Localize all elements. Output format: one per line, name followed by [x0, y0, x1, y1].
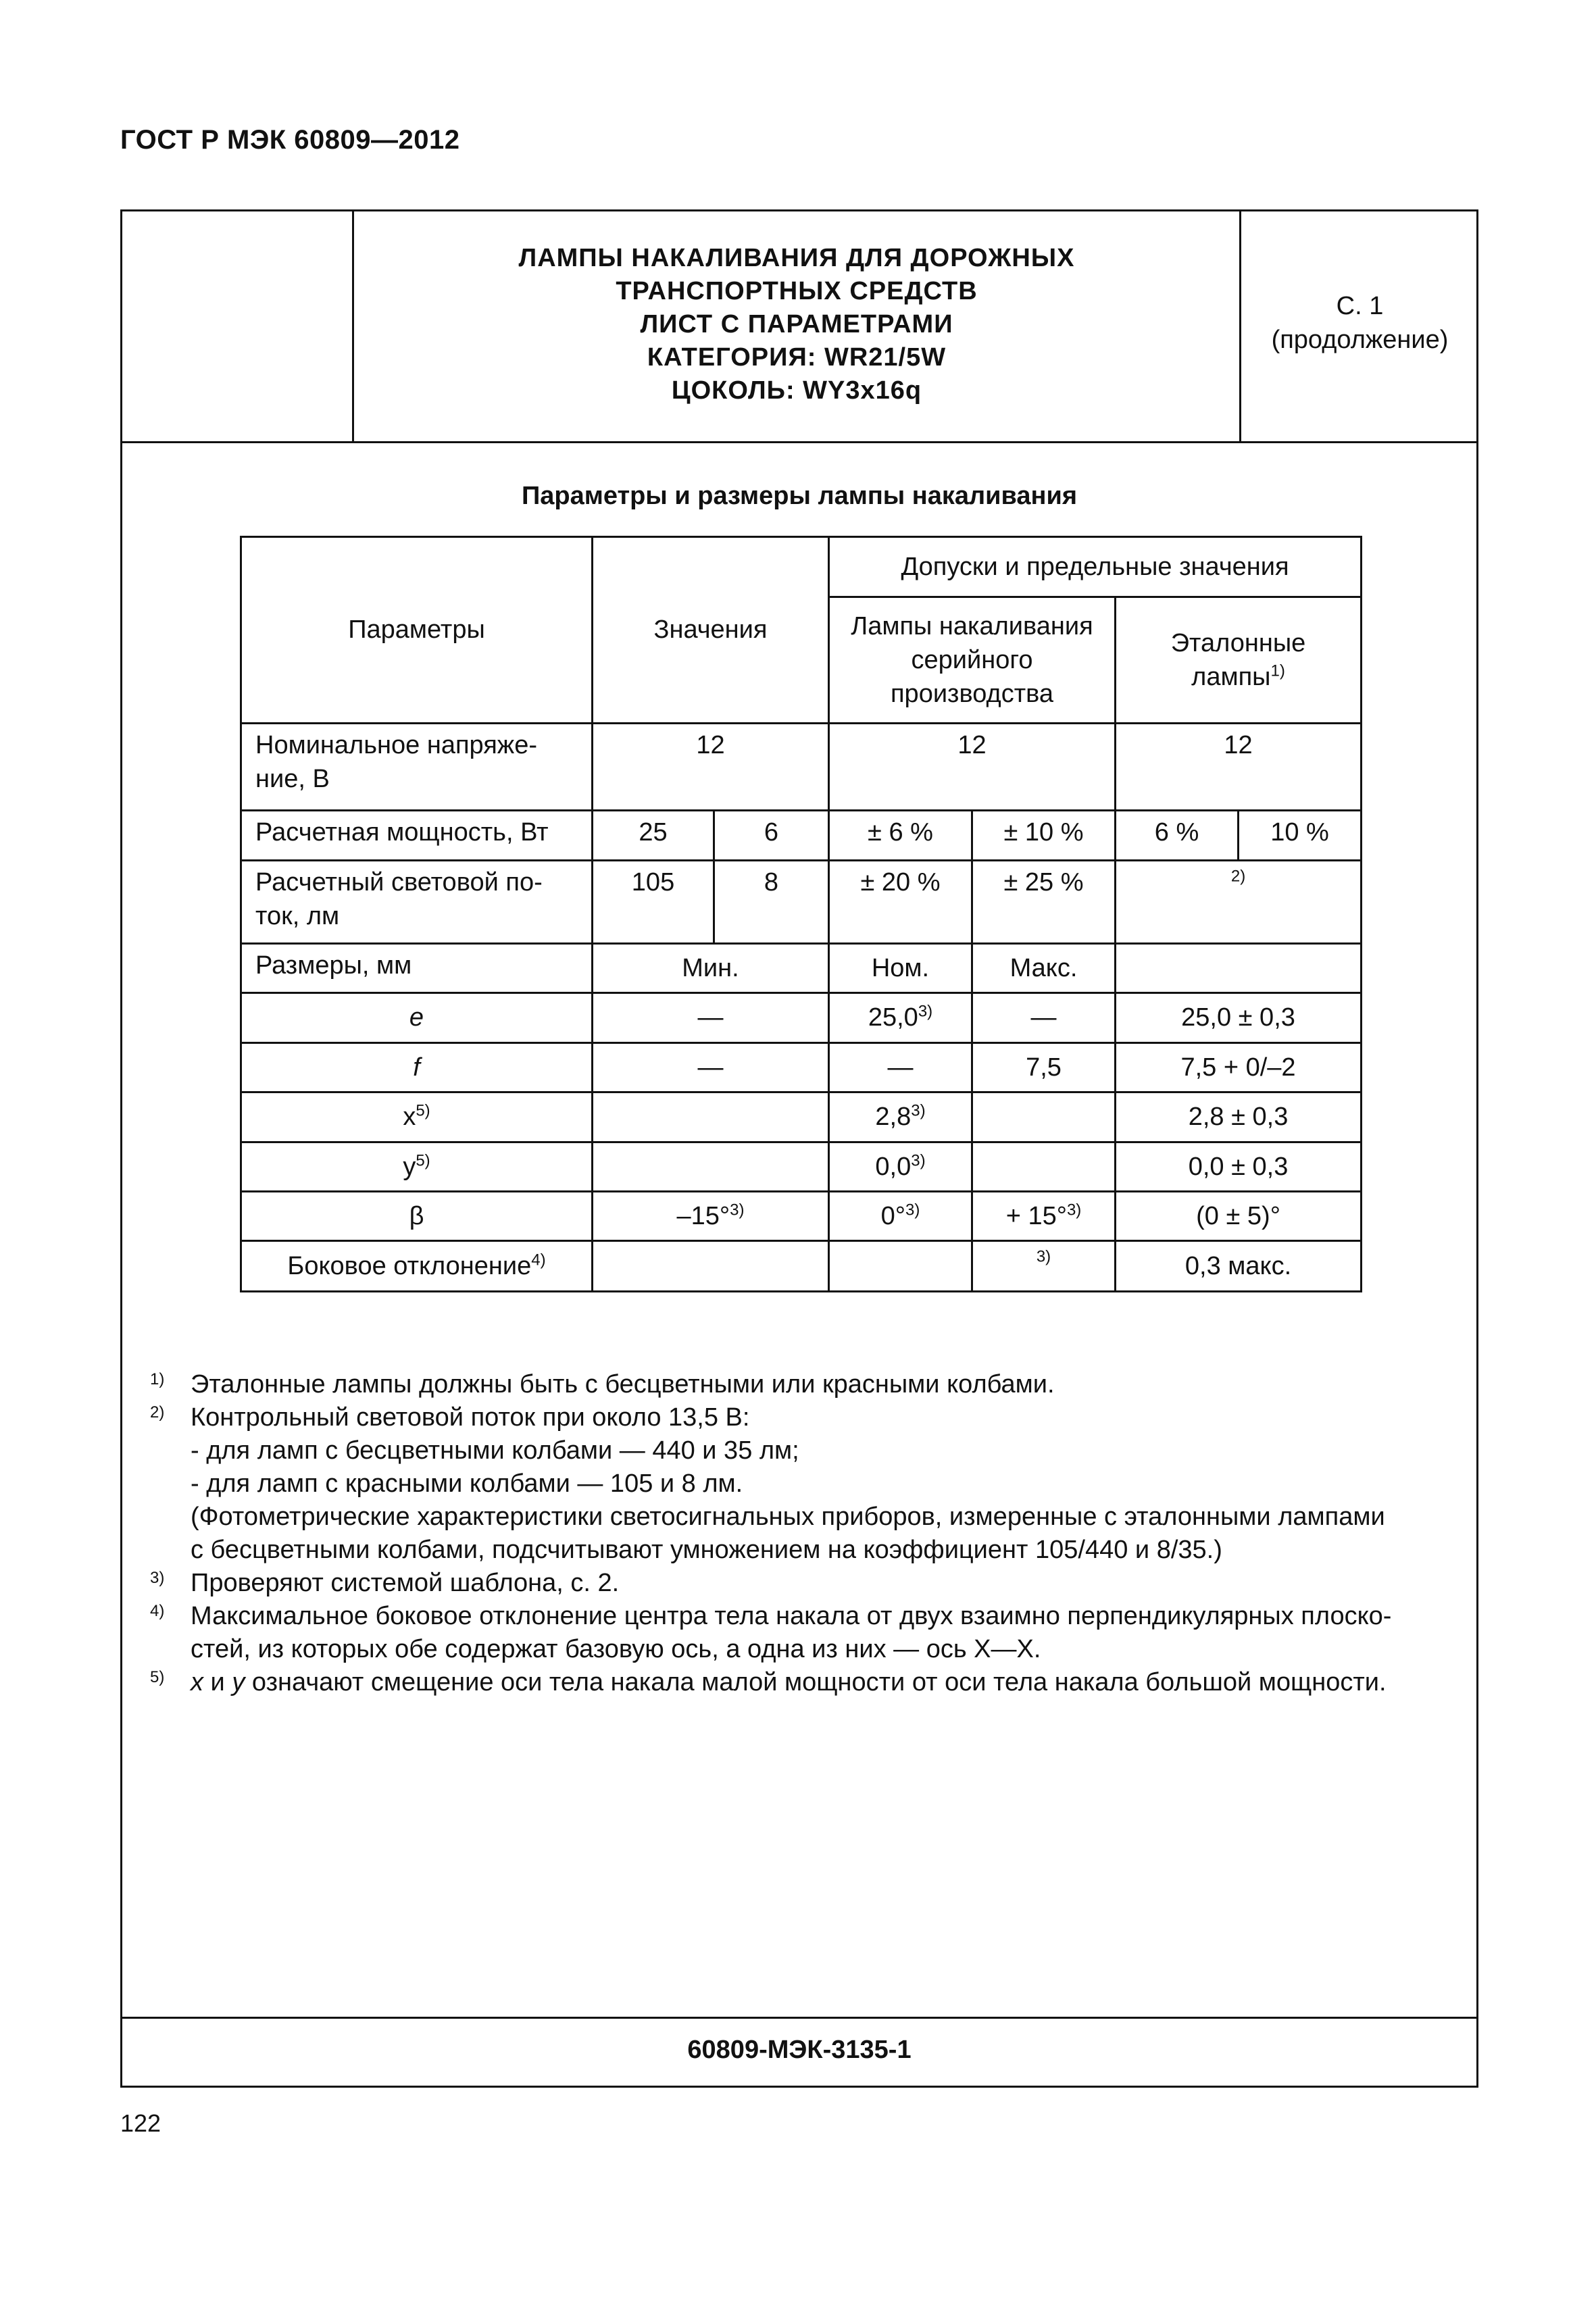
table-row [241, 943, 1362, 992]
footnote-ref: 4) [531, 1251, 546, 1269]
footnote-text: Эталонные лампы должны быть с бесцветными или красными колбами. [191, 1370, 1055, 1399]
header-serial-lamps: Лампы накаливания серийного производства [829, 597, 1116, 723]
footnote-ref: 3) [1036, 1247, 1051, 1266]
max-value: + 15° [1005, 1202, 1067, 1231]
sheet-title-line: КАТЕГОРИЯ: WR21/5W [647, 343, 947, 372]
cell-nom: — [829, 1042, 972, 1092]
footnote-text: - для ламп с красными колбами — 105 и 8 лм. [191, 1469, 743, 1498]
footnote-text: (Фотометрические характеристики светосигнальных приборов, измеренные с эталонными лампами [191, 1503, 1385, 1531]
row-label: Номинальное напряже-ние, В [241, 723, 593, 810]
cell-max: 7,5 [972, 1042, 1116, 1092]
cell-value: 8 [714, 860, 829, 943]
sheet-title-line: ЦОКОЛЬ: WY3x16q [671, 376, 922, 405]
footnote-2 [150, 1401, 1454, 1567]
page-number: 122 [120, 2109, 161, 2137]
row-label-symbol: y [403, 1152, 416, 1181]
footnotes [150, 1368, 1454, 1699]
table-row [241, 1142, 1362, 1191]
sheet-number: С. 1 [1336, 292, 1384, 320]
footnote-4 [150, 1600, 1454, 1666]
symbol-y: y [232, 1668, 245, 1696]
footnote-ref: 3) [911, 1101, 926, 1120]
header-params: Параметры [241, 537, 593, 724]
cell-serial: ± 20 % [829, 860, 972, 943]
cell-serial: ± 6 % [829, 810, 972, 860]
footnote-ref: 1) [1270, 661, 1285, 680]
footnote-ref: 3) [911, 1151, 926, 1170]
cell-reference: 10 % [1239, 810, 1362, 860]
header-reference-label: Эталонные лампы [1170, 628, 1306, 691]
cell-min [593, 1241, 829, 1292]
footer-divider [122, 2017, 1476, 2019]
cell-serial: ± 10 % [972, 810, 1116, 860]
cell-max [972, 1092, 1116, 1142]
footnote-mark: 4) [150, 1602, 165, 1620]
footnote-text: стей, из которых обе содержат базовую ось, а одна из них — ось X—X. [191, 1635, 1041, 1663]
parameters-table [240, 536, 1362, 1292]
footnote-ref: 2) [1230, 867, 1246, 886]
cell-min: — [593, 993, 829, 1042]
footnote-text: Проверяют системой шаблона, с. 2. [191, 1569, 620, 1597]
cell-nom [829, 1142, 972, 1191]
table-row [241, 1241, 1362, 1292]
table-row [241, 860, 1362, 943]
footnote-rest: означают смещение оси тела накала малой мощности от оси тела накала большой мощности. [245, 1668, 1387, 1696]
footnote-text: Максимальное боковое отклонение центра тела накала от двух взаимно перпендикулярных плоско- [191, 1602, 1392, 1630]
section-title: Параметры и размеры лампы накаливания [521, 482, 1078, 510]
cell-reference: 7,5 + 0/–2 [1116, 1042, 1362, 1092]
footnote-text: Контрольный световой поток при около 13,5 В: [191, 1403, 750, 1432]
cell-max [972, 1241, 1116, 1292]
footnote-ref: 5) [416, 1101, 430, 1120]
footnote-text: с бесцветными колбами, подсчитывают умножением на коэффициент 105/440 и 8/35.) [191, 1536, 1222, 1564]
cell-nom [829, 1092, 972, 1142]
footnote-mark: 5) [150, 1668, 165, 1686]
table-row [241, 1192, 1362, 1241]
cell-reference [1116, 943, 1362, 992]
symbol-x: x [191, 1668, 203, 1696]
nom-value: 0° [880, 1202, 905, 1231]
cell-min: — [593, 1042, 829, 1092]
cell-value: 6 [714, 810, 829, 860]
footnote-mark: 2) [150, 1403, 165, 1422]
row-label-symbol: x [403, 1103, 416, 1132]
table-row [241, 1042, 1362, 1092]
row-label [241, 1092, 593, 1142]
cell-value: 25 [593, 810, 714, 860]
header-tolerances: Допуски и предельные значения [829, 537, 1362, 597]
cell-min [593, 1192, 829, 1241]
cell-value: 12 [593, 723, 829, 810]
footer-code: 60809-МЭК-3135-1 [687, 2036, 912, 2064]
footnote-mark: 3) [150, 1569, 165, 1587]
row-label: Размеры, мм [241, 943, 593, 992]
cell-max [972, 1142, 1116, 1191]
footnote-3 [150, 1567, 1454, 1600]
cell-reference [1116, 860, 1362, 943]
table-row [241, 723, 1362, 810]
cell-min [593, 1142, 829, 1191]
cell-reference: (0 ± 5)° [1116, 1192, 1362, 1241]
cell-nom [829, 1241, 972, 1292]
row-label [241, 1241, 593, 1292]
cell-reference: 0,3 макс. [1116, 1241, 1362, 1292]
footnote-ref: 5) [416, 1151, 430, 1170]
footnote-ref: 3) [1066, 1201, 1082, 1219]
cell-max [972, 1192, 1116, 1241]
document-id: ГОСТ Р МЭК 60809—2012 [120, 125, 460, 155]
footnote-ref: 3) [905, 1201, 920, 1219]
cell-reference: 2,8 ± 0,3 [1116, 1092, 1362, 1142]
footnote-1 [150, 1368, 1454, 1401]
header-reference-lamps [1116, 597, 1362, 723]
table-row [241, 1092, 1362, 1142]
cell-value: 105 [593, 860, 714, 943]
nom-value: 2,8 [875, 1103, 912, 1132]
sheet-title-line: ЛИСТ С ПАРАМЕТРАМИ [640, 310, 953, 338]
row-label: e [241, 993, 593, 1042]
table-row [241, 993, 1362, 1042]
row-label: Расчетная мощность, Вт [241, 810, 593, 860]
row-label: β [241, 1192, 593, 1241]
footnote-ref: 3) [918, 1002, 933, 1021]
sheet-title-line: ЛАМПЫ НАКАЛИВАНИЯ ДЛЯ ДОРОЖНЫХ [518, 244, 1075, 272]
row-label [241, 1142, 593, 1191]
nom-value: 25,0 [868, 1003, 918, 1032]
sheet-number-block [1241, 289, 1478, 357]
cell-nom [829, 1192, 972, 1241]
sheet-title [354, 242, 1239, 407]
header-divider-bottom [122, 441, 1476, 443]
cell-serial: 12 [829, 723, 1116, 810]
sheet-title-line: ТРАНСПОРТНЫХ СРЕДСТВ [616, 277, 978, 305]
cell-max-header: Макс. [972, 943, 1116, 992]
sheet-continuation: (продолжение) [1271, 326, 1449, 354]
cell-reference: 25,0 ± 0,3 [1116, 993, 1362, 1042]
nom-value: 0,0 [875, 1152, 912, 1181]
row-label-text: Боковое отклонение [287, 1252, 532, 1281]
cell-nom-header: Ном. [829, 943, 972, 992]
cell-min [593, 1092, 829, 1142]
table-row [241, 810, 1362, 860]
conjunction: и [203, 1668, 232, 1696]
footnote-text [191, 1666, 1454, 1699]
cell-reference: 12 [1116, 723, 1362, 810]
row-label: f [241, 1042, 593, 1092]
footnote-5 [150, 1666, 1454, 1699]
cell-serial: ± 25 % [972, 860, 1116, 943]
min-value: –15° [676, 1202, 730, 1231]
footnote-ref: 3) [730, 1201, 745, 1219]
header-values: Значения [593, 537, 829, 724]
cell-reference: 6 % [1116, 810, 1239, 860]
row-label: Расчетный световой по-ток, лм [241, 860, 593, 943]
cell-reference: 0,0 ± 0,3 [1116, 1142, 1362, 1191]
cell-min-header: Мин. [593, 943, 829, 992]
footnote-mark: 1) [150, 1370, 165, 1388]
footnote-text: - для ламп с бесцветными колбами — 440 и 35 лм; [191, 1436, 799, 1465]
cell-nom [829, 993, 972, 1042]
cell-max: — [972, 993, 1116, 1042]
